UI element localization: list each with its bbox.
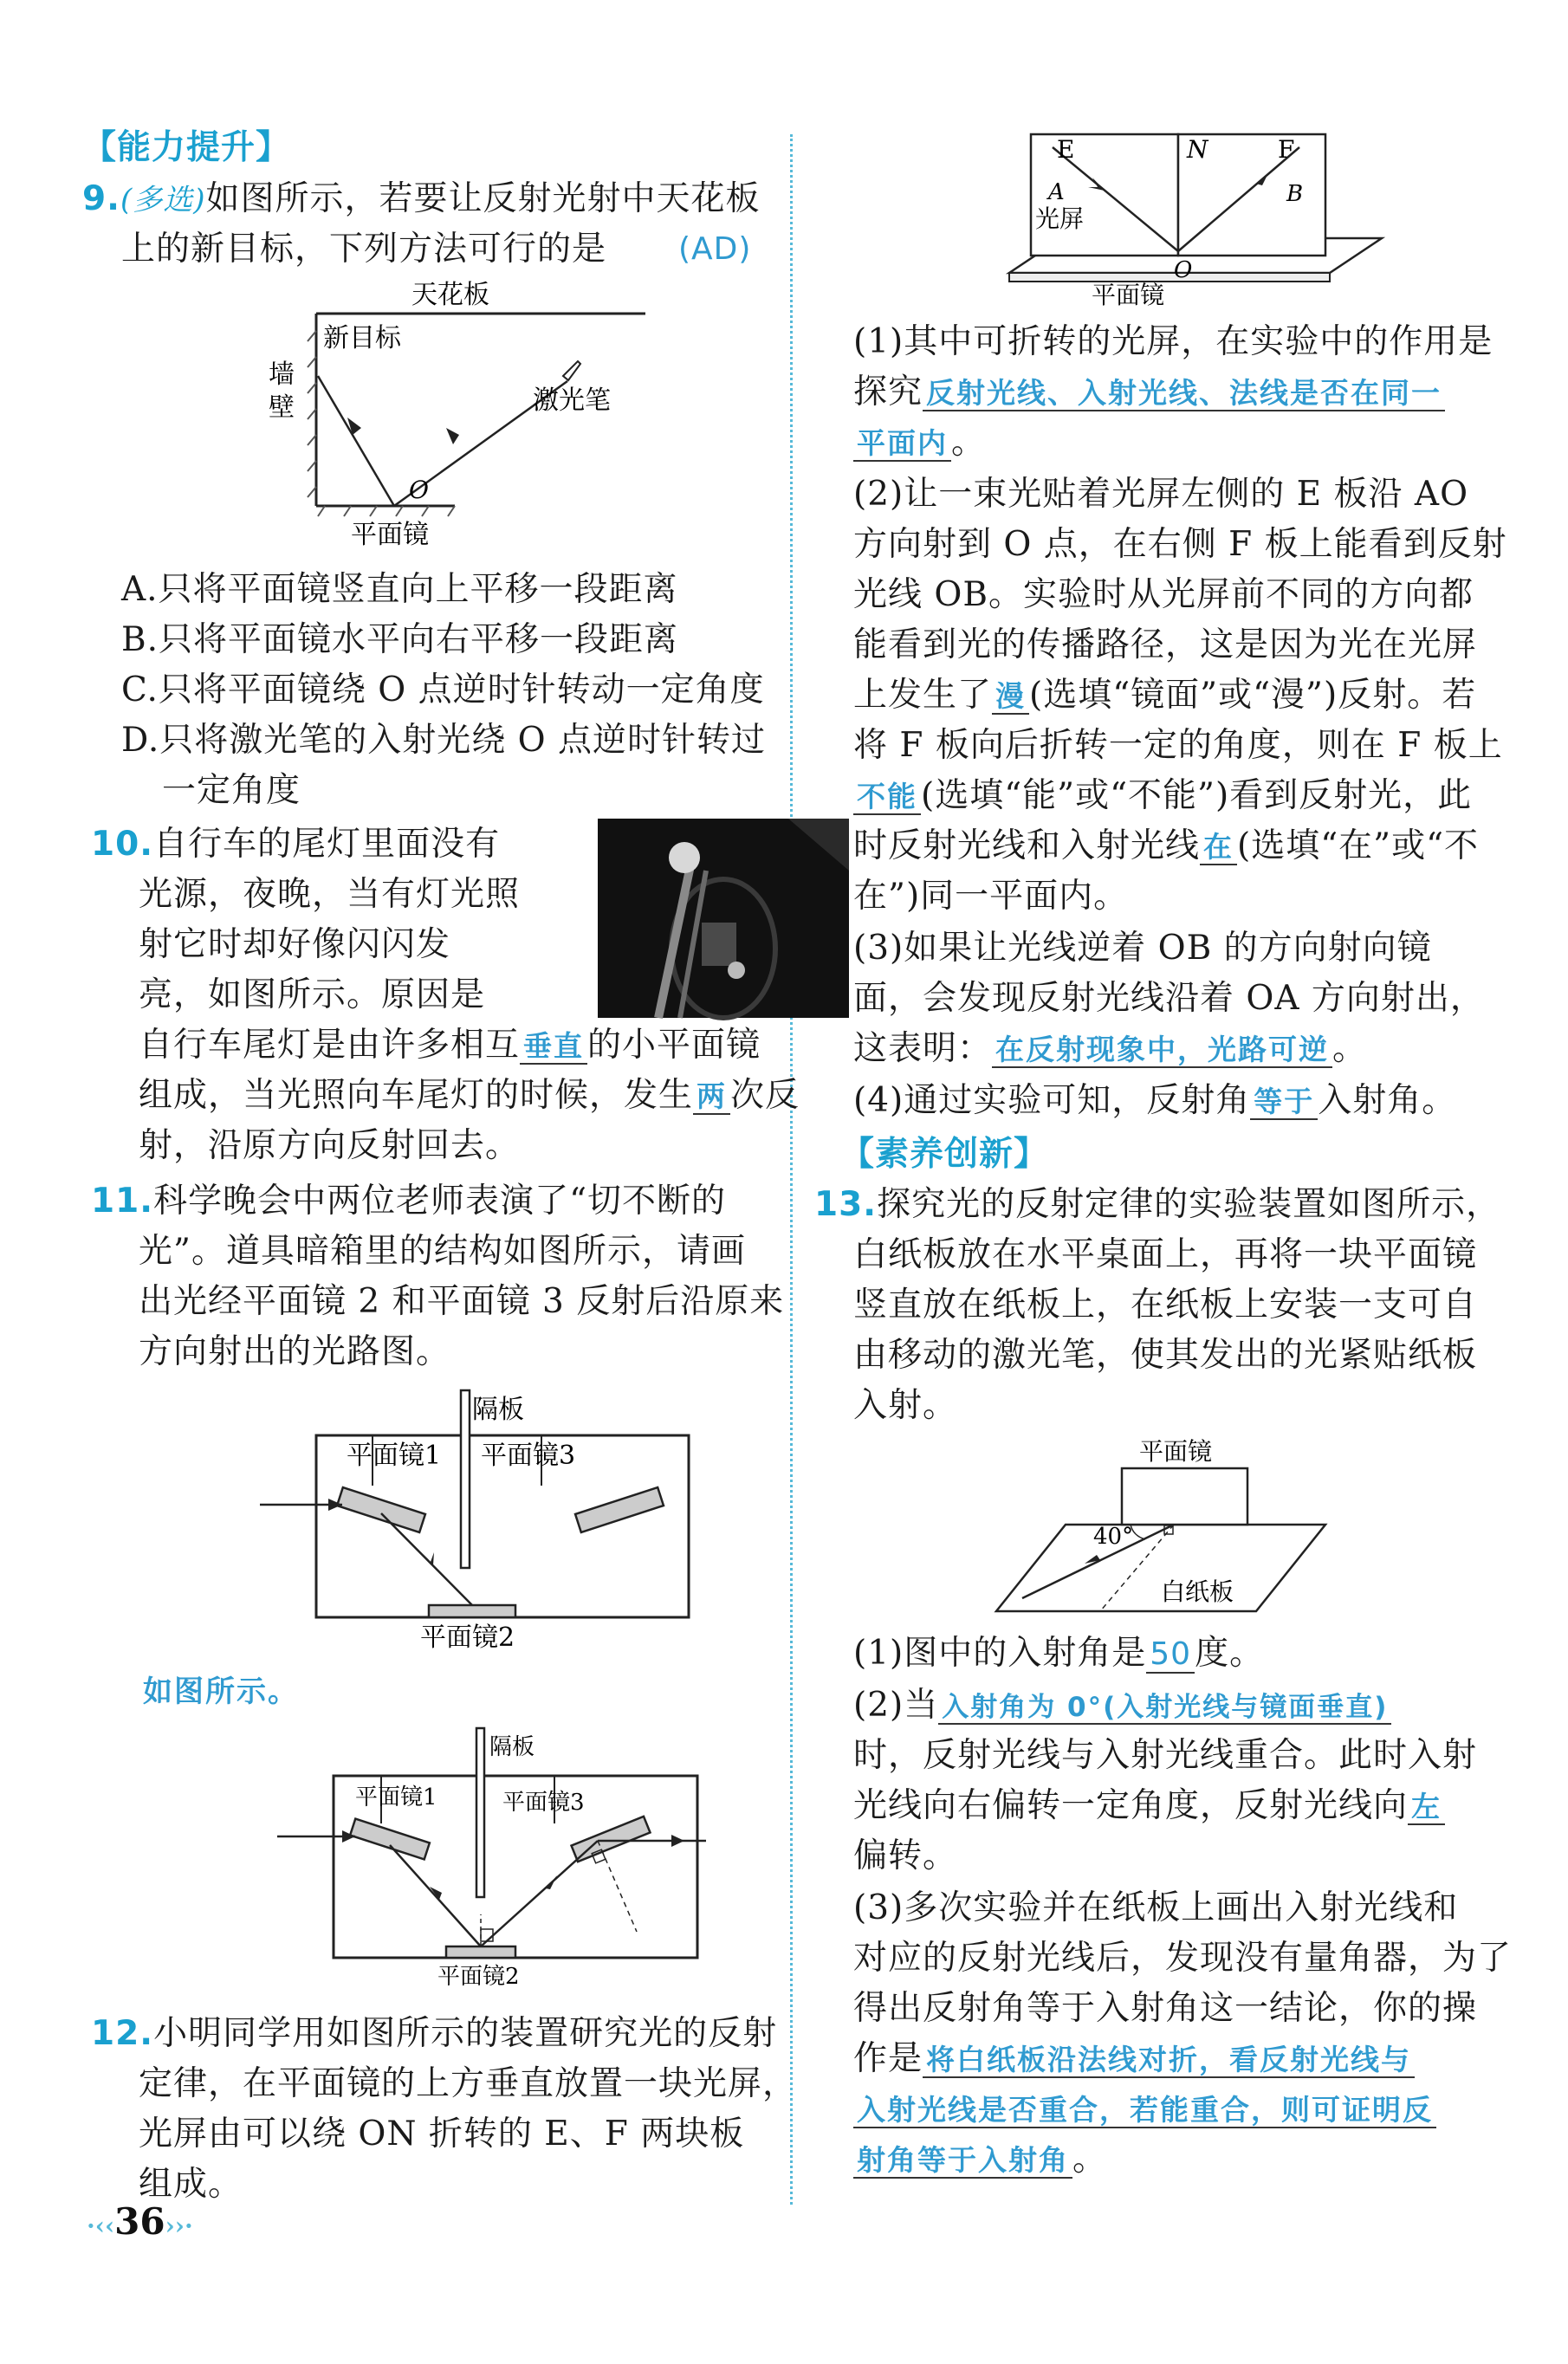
q13-part3-end: 。 [1072, 2140, 1108, 2179]
q12-part2-line5 [853, 676, 1476, 716]
q13-part2-line1 [853, 1686, 1391, 1727]
label-ceiling: 天花板 [411, 280, 489, 310]
answer-label-mirror1: 平面镜1 [355, 1784, 437, 1810]
q12-line2: 定律，在平面镜的上方垂直放置一块光屏， [139, 2064, 798, 2103]
column-divider [790, 134, 793, 2205]
q12-figure [1001, 130, 1390, 309]
q10-answer-1: 垂直 [520, 1029, 587, 1065]
page-number: ·‹‹36››· [87, 2200, 193, 2243]
q12-part3-end: 。 [1332, 1029, 1368, 1068]
q13-line2: 白纸板放在水平桌面上，再将一块平面镜 [853, 1235, 1478, 1274]
q13-line5: 入射。 [853, 1386, 958, 1425]
q12-part2-text5a: 上发生了 [853, 676, 993, 715]
q11-answer-figure [273, 1720, 758, 2005]
q13-part3-answer-2: 入射光线是否重合，若能重合，则可证明反 [853, 2093, 1436, 2128]
q13-line4: 由移动的激光笔，使其发出的光紧贴纸板 [853, 1336, 1478, 1375]
q10-line5 [139, 1026, 761, 1066]
reflected-ray [318, 376, 394, 506]
q12-part2-line3: 光线 OB。实验时从光屏前不同的方向都 [853, 575, 1474, 614]
q10-text6a: 组成，当光照向车尾灯的时候，发生 [139, 1076, 694, 1115]
q13-part2-answer-2: 左 [1408, 1790, 1445, 1825]
bicycle-photo-illustration [598, 819, 849, 1018]
label-mirror: 平面镜 [351, 520, 429, 550]
q11-line1 [91, 1182, 726, 1221]
partition [461, 1390, 470, 1568]
label-f: F [1278, 135, 1295, 164]
q12-part4-answer: 等于 [1250, 1085, 1318, 1120]
q13-part3-line1: (3)多次实验并在纸板上画出入射光线和 [853, 1888, 1459, 1927]
q12-part4 [853, 1081, 1456, 1122]
label-a: A [1048, 179, 1065, 205]
label-mirror3: 平面镜3 [481, 1441, 576, 1471]
ray-to-mirror2 [381, 1513, 472, 1605]
q12-part2-answer-1: 漫 [992, 679, 1029, 715]
label-b: B [1286, 181, 1304, 207]
q12-part2-line9: 在”)同一平面内。 [853, 877, 1129, 916]
incident-arrow [446, 428, 459, 444]
q9-multi-tag: (多选) [120, 183, 206, 217]
q10-line7: 射，沿原方向反射回去。 [139, 1126, 521, 1165]
q13-part3-line4 [853, 2039, 1415, 2080]
q9-line2: 上的新目标，下列方法可行的是 [121, 230, 607, 269]
section-create: 【素养创新】 [840, 1135, 1049, 1174]
q13-number: 13. [814, 1185, 878, 1224]
q12-part1-prefix: 探究 [853, 372, 923, 411]
q9-line1 [82, 179, 761, 220]
q13-part3-answer-1: 将白纸板沿法线对折，看反射光线与 [923, 2043, 1415, 2078]
q10-number: 10. [91, 825, 154, 864]
q13-part3-line3: 得出反射角等于入射角这一结论，你的操 [853, 1989, 1478, 2028]
label-angle: 40° [1093, 1524, 1134, 1550]
q12-part2-line2: 方向射到 O 点，在右侧 F 板上能看到反射 [853, 525, 1507, 564]
q13-part3-line2: 对应的反射光线后，发现没有量角器，为了 [853, 1939, 1513, 1978]
q12-part2-answer-2: 不能 [853, 780, 921, 815]
section-ability: 【能力提升】 [82, 128, 291, 167]
q13-part2-line2: 时，反射光线与入射光线重合。此时入射 [853, 1736, 1478, 1775]
label-mirror1: 平面镜1 [347, 1441, 442, 1471]
label-screen: 光屏 [1035, 204, 1085, 233]
q12-part1-line1: (1)其中可折转的光屏，在实验中的作用是 [853, 322, 1493, 361]
laser-pen [563, 361, 580, 380]
q12-part2-answer-3: 在 [1200, 830, 1237, 865]
q12-part1-end: 。 [951, 423, 987, 462]
q12-text1: 小明同学用如图所示的装置研究光的反射 [153, 2014, 778, 2053]
q11-line4: 方向射出的光路图。 [139, 1332, 451, 1371]
reflected-arrow [347, 418, 361, 435]
q12-part3-prefix: 这表明： [853, 1029, 993, 1068]
q13-part3-line5 [853, 2089, 1436, 2130]
q12-line1 [91, 2014, 777, 2054]
q12-part4-suffix: 入射角。 [1318, 1081, 1457, 1120]
q10-text6b: 次反 [730, 1076, 800, 1115]
q13-line1 [814, 1185, 1500, 1225]
answer-label-mirror3: 平面镜3 [502, 1790, 585, 1816]
label-wall-1: 墙 [269, 359, 295, 390]
q10-text5b: 的小平面镜 [587, 1026, 761, 1065]
answer-mirror-1 [350, 1819, 430, 1860]
bicycle-photo [598, 819, 849, 1018]
q12-part2-text8b: (选填“在”或“不 [1237, 826, 1480, 865]
q10-line6 [139, 1076, 800, 1117]
label-o: O [409, 476, 429, 504]
q9-option-a: A.只将平面镜竖直向上平移一段距离 [121, 570, 678, 609]
label-o-12: O [1174, 257, 1193, 283]
q12-part2-line6: 将 F 板向后折转一定的角度，则在 F 板上 [853, 726, 1503, 765]
q12-part4-prefix: (4)通过实验可知，反射角 [853, 1081, 1251, 1120]
q10-text1: 自行车的尾灯里面没有 [153, 825, 501, 864]
q9-option-b: B.只将平面镜水平向右平移一段距离 [121, 620, 679, 659]
label-mirror-12: 平面镜 [1092, 281, 1165, 309]
label-wall-2: 壁 [269, 392, 295, 423]
answer-label-mirror2: 平面镜2 [437, 1964, 520, 1990]
q13-figure [988, 1434, 1334, 1624]
label-laser: 激光笔 [533, 385, 611, 416]
label-mirror2: 平面镜2 [420, 1622, 515, 1653]
q13-part2-line3 [853, 1786, 1445, 1827]
q13-part2-line4: 偏转。 [853, 1836, 958, 1875]
q9-number: 9. [82, 179, 120, 218]
q12-part3-line3 [853, 1029, 1367, 1070]
q11-answer-text: 如图所示。 [143, 1674, 299, 1709]
answer-ray-1 [390, 1845, 481, 1946]
q12-part2-line7 [853, 776, 1472, 817]
q12-part3-line2: 面，会发现反射光线沿着 OA 方向射出， [853, 979, 1485, 1018]
q11-number: 11. [91, 1182, 154, 1221]
mirror-3 [575, 1487, 664, 1532]
label-target: 新目标 [323, 323, 401, 353]
q11-line2: 光”。道具暗箱里的结构如图所示，请画 [139, 1232, 746, 1271]
q12-part1-answer-2: 平面内 [853, 426, 951, 462]
label-e: E [1057, 135, 1075, 164]
page-number-text: 36 [114, 2200, 165, 2243]
q13-text1: 探究光的反射定律的实验装置如图所示， [877, 1185, 1501, 1224]
q12-part2-text7b: (选填“能”或“不能”)看到反射光，此 [921, 776, 1473, 815]
q13-part1-prefix: (1)图中的入射角是 [853, 1634, 1147, 1673]
q13-part3-answer-3: 射角等于入射角 [853, 2143, 1072, 2179]
q12-part1-line3 [853, 423, 986, 463]
q12-number: 12. [91, 2014, 154, 2053]
q13-part1-suffix: 度。 [1195, 1634, 1265, 1673]
q13-part1 [853, 1634, 1264, 1674]
q10-answer-2: 两 [693, 1079, 730, 1115]
mirror-1 [337, 1487, 425, 1532]
q11-figure [256, 1382, 741, 1659]
q13-mirror [1122, 1468, 1247, 1525]
q12-part2-text5b: (选填“镜面”或“漫”)反射。若 [1029, 676, 1477, 715]
q12-line4: 组成。 [139, 2165, 243, 2204]
q9-option-d2: 一定角度 [162, 771, 301, 810]
q9-option-d1: D.只将激光笔的入射光绕 O 点逆时针转过 [121, 721, 767, 760]
q13-line3: 竖直放在纸板上，在纸板上安装一支可自 [853, 1286, 1478, 1324]
mirror-2 [429, 1605, 515, 1617]
answer-ray-2 [481, 1841, 598, 1946]
q13-part2-text3a: 光线向右偏转一定角度，反射光线向 [853, 1786, 1409, 1825]
q12-part2-line4: 能看到光的传播路径，这是因为光在光屏 [853, 625, 1478, 664]
q12-part2-text8a: 时反射光线和入射光线 [853, 826, 1201, 865]
q13-part3-prefix: 作是 [853, 2039, 923, 2078]
q10-line3: 射它时却好像闪闪发 [139, 925, 451, 964]
q9-option-c: C.只将平面镜绕 O 点逆时针转动一定角度 [121, 670, 765, 709]
answer-partition [476, 1728, 484, 1897]
q11-text1: 科学晚会中两位老师表演了“切不断的 [153, 1182, 727, 1221]
q12-line3: 光屏由可以绕 ON 折转的 E、F 两块板 [139, 2115, 745, 2154]
q10-line2: 光源，夜晚，当有灯光照 [139, 875, 521, 914]
label-q13-mirror: 平面镜 [1139, 1437, 1213, 1466]
q12-part2-line8 [853, 826, 1479, 867]
label-n: N [1187, 135, 1208, 164]
answer-mirror-2 [446, 1946, 515, 1958]
q9-answer: (AD) [678, 231, 752, 267]
q11-line3: 出光经平面镜 2 和平面镜 3 反射后沿原来 [139, 1282, 785, 1321]
q12-part3-answer: 在反射现象中，光路可逆 [992, 1033, 1332, 1068]
q10-text5a: 自行车尾灯是由许多相互 [139, 1026, 521, 1065]
q9-figure [269, 279, 671, 556]
label-partition: 隔板 [472, 1395, 524, 1425]
label-board: 白纸板 [1161, 1577, 1234, 1606]
q10-line1 [91, 825, 500, 865]
answer-label-partition: 隔板 [489, 1734, 535, 1760]
q13-part2-prefix: (2)当 [853, 1686, 939, 1725]
q9-text1: 如图所示，若要让反射光射中天花板 [205, 179, 761, 218]
q12-part2-line1: (2)让一束光贴着光屏左侧的 E 板沿 AO [853, 475, 1469, 514]
q13-part3-line6 [853, 2140, 1107, 2180]
q12-part1-answer: 反射光线、入射光线、法线是否在同一 [923, 376, 1445, 411]
q13-part1-answer: 50 [1146, 1636, 1195, 1674]
q12-part3-line1: (3)如果让光线逆着 OB 的方向射向镜 [853, 929, 1432, 968]
q12-part1-line2 [853, 372, 1445, 413]
q10-line4: 亮，如图所示。原因是 [139, 975, 486, 1014]
q13-part2-answer: 入射角为 0°(入射光线与镜面垂直) [938, 1692, 1391, 1725]
